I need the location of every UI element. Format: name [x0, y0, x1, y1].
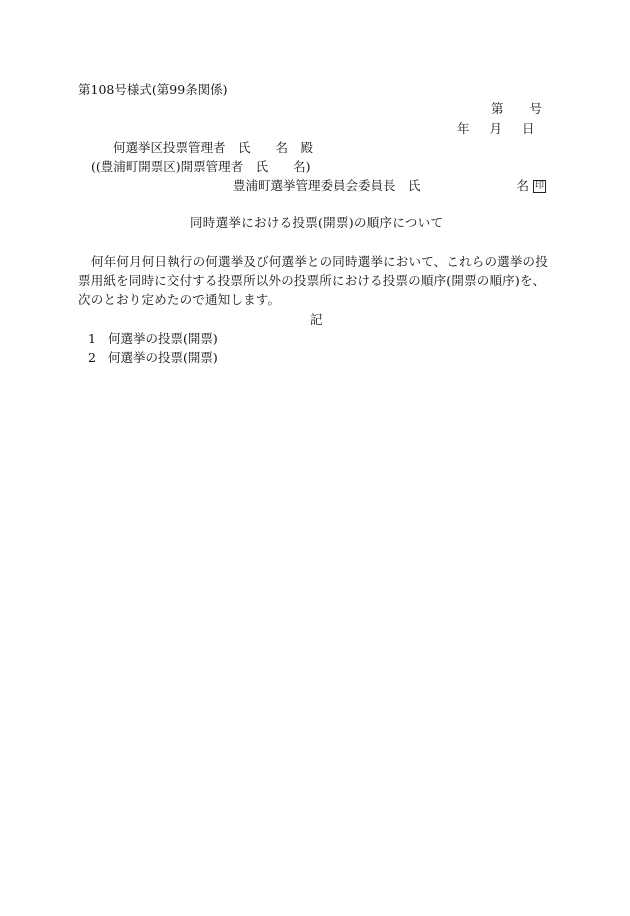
list-item-number: 2	[88, 350, 96, 365]
addressee-line-1: 何選挙区投票管理者 氏 名 殿	[113, 140, 314, 155]
sender-name-suffix: 名	[516, 178, 530, 193]
body-paragraph: 何年何月何日執行の何選挙及び何選挙との同時選挙において、これらの選挙の投票用紙を同時に交付する投票所以外の投票所における投票の順序(開票の順序)を、次のとおり定めたので通知します。	[78, 254, 548, 307]
document-number-suffix: 号	[529, 101, 543, 116]
sender	[233, 178, 546, 194]
seal-mark: 印	[535, 181, 545, 191]
sender-title: 豊浦町選挙管理委員会委員長 氏	[233, 178, 421, 193]
document-number-prefix: 第	[491, 101, 504, 116]
form-number: 第108号様式(第99条関係)	[78, 82, 228, 97]
document-date	[457, 121, 535, 137]
list-item-number: 1	[88, 331, 96, 346]
date-month: 月	[489, 121, 503, 136]
date-year: 年	[457, 121, 470, 136]
date-day: 日	[522, 121, 535, 136]
ki-heading: 記	[310, 312, 323, 327]
list-item-text: 何選挙の投票(開票)	[107, 331, 218, 346]
list-item-text: 何選挙の投票(開票)	[107, 350, 218, 365]
list-item	[88, 350, 218, 366]
document-number	[491, 101, 542, 117]
addressee-line-2: ((豊浦町開票区)開票管理者 氏 名)	[91, 159, 311, 174]
list-item	[88, 331, 218, 347]
document-subject: 同時選挙における投票(開票)の順序について	[190, 215, 444, 230]
